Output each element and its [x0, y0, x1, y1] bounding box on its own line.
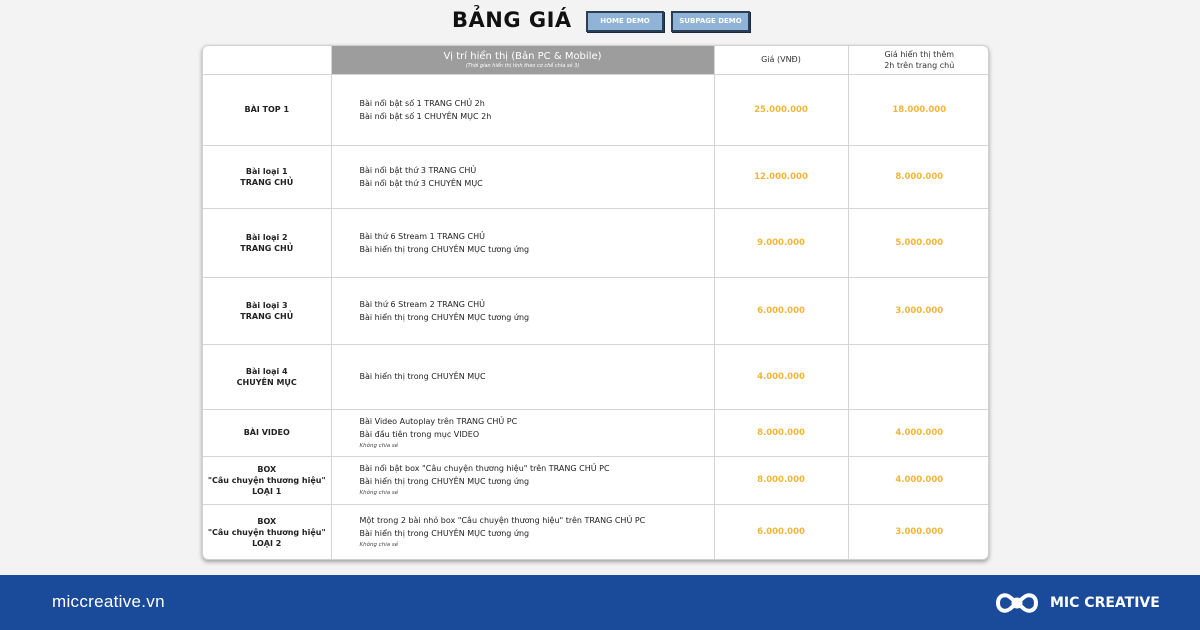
- row-category: [203, 208, 331, 277]
- table-row: [203, 277, 989, 344]
- row-extra-price: [848, 344, 989, 409]
- category-line: TRANG CHỦ: [240, 243, 294, 253]
- table-row: [203, 344, 989, 409]
- category-line: CHUYÊN MỤC: [236, 377, 297, 387]
- header-extra-line2: 2h trên trang chủ: [884, 60, 955, 70]
- footer-bar: [0, 575, 1200, 630]
- row-price: 6.000.000: [714, 504, 848, 560]
- header-price: [714, 46, 848, 74]
- description-note: Không chia sẻ: [359, 490, 399, 496]
- category-line: Bài loại 4: [245, 366, 288, 376]
- header-position-title: Vị trí hiển thị (Bản PC & Mobile): [443, 50, 602, 62]
- description-line: Bài hiển thị trong CHUYÊN MỤC tương ứng: [359, 529, 530, 539]
- row-price: 8.000.000: [714, 456, 848, 504]
- infinity-logo-icon: [992, 588, 1042, 618]
- row-description: [331, 409, 714, 456]
- header-position-note: (Thời gian hiển thị tính theo cơ chế chia sẻ 3): [465, 62, 580, 69]
- site-url[interactable]: miccreative.vn: [52, 592, 165, 611]
- description-line: Bài nổi bật số 1 TRANG CHỦ 2h: [359, 98, 485, 108]
- header-category: [203, 46, 331, 74]
- category-line: Bài loại 2: [245, 232, 288, 242]
- category-line: BOX: [257, 464, 277, 474]
- row-category: [203, 409, 331, 456]
- row-extra-price: 3.000.000: [848, 277, 989, 344]
- table-row: [203, 74, 989, 145]
- category-line: BÀI TOP 1: [244, 105, 290, 114]
- brand: [992, 587, 1160, 619]
- category-line: "Câu chuyện thương hiệu": [207, 527, 326, 537]
- row-extra-price: 18.000.000: [848, 74, 989, 145]
- description-line: Bài thứ 6 Stream 2 TRANG CHỦ: [359, 299, 486, 309]
- description-line: Bài đầu tiên trong mục VIDEO: [359, 429, 480, 439]
- row-price: 9.000.000: [714, 208, 848, 277]
- description-line: Một trong 2 bài nhỏ box "Câu chuyện thương hiệu" trên TRANG CHỦ PC: [359, 516, 646, 526]
- category-line: LOẠI 2: [252, 538, 282, 548]
- category-line: Bài loại 3: [245, 300, 288, 310]
- category-line: BOX: [257, 516, 277, 526]
- category-line: "Câu chuyện thương hiệu": [207, 475, 326, 485]
- row-extra-price: 5.000.000: [848, 208, 989, 277]
- row-category: [203, 504, 331, 560]
- row-price: 25.000.000: [714, 74, 848, 145]
- price-table: [202, 45, 989, 560]
- row-description: [331, 145, 714, 208]
- description-line: Bài Video Autoplay trên TRANG CHỦ PC: [359, 416, 518, 426]
- row-description: [331, 277, 714, 344]
- row-price: 6.000.000: [714, 277, 848, 344]
- row-extra-price: 3.000.000: [848, 504, 989, 560]
- subpage-demo-button[interactable]: SUBPAGE DEMO: [671, 11, 750, 32]
- brand-name: MIC CREATIVE: [1050, 595, 1160, 611]
- row-category: [203, 344, 331, 409]
- row-description: [331, 456, 714, 504]
- row-category: [203, 456, 331, 504]
- row-category: [203, 74, 331, 145]
- row-description: [331, 504, 714, 560]
- row-extra-price: 4.000.000: [848, 409, 989, 456]
- table-row: [203, 456, 989, 504]
- category-line: Bài loại 1: [245, 166, 288, 176]
- description-line: Bài nổi bật số 1 CHUYÊN MỤC 2h: [359, 111, 492, 121]
- table-row: [203, 208, 989, 277]
- table-header-row: [203, 46, 989, 74]
- row-description: [331, 344, 714, 409]
- description-line: Bài thứ 6 Stream 1 TRANG CHỦ: [359, 231, 486, 241]
- row-price: 4.000.000: [714, 344, 848, 409]
- row-category: [203, 145, 331, 208]
- row-description: [331, 74, 714, 145]
- table-row: [203, 409, 989, 456]
- row-price: 12.000.000: [714, 145, 848, 208]
- header-extra: [848, 46, 989, 74]
- category-line: TRANG CHỦ: [240, 177, 294, 187]
- title-row: [0, 8, 1200, 36]
- description-line: Bài hiển thị trong CHUYÊN MỤC tương ứng: [359, 244, 530, 254]
- row-category: [203, 277, 331, 344]
- table-row: [203, 145, 989, 208]
- description-line: Bài nổi bật box "Câu chuyện thương hiệu" trên TRANG CHỦ PC: [359, 464, 610, 473]
- row-extra-price: 8.000.000: [848, 145, 989, 208]
- row-description: [331, 208, 714, 277]
- description-line: Bài nổi bật thứ 3 TRANG CHỦ: [359, 165, 477, 175]
- description-note: Không chia sẻ: [359, 442, 399, 449]
- description-line: Bài hiển thị trong CHUYÊN MỤC tương ứng: [359, 477, 530, 486]
- page-title: BẢNG GIÁ: [452, 8, 572, 32]
- description-line: Bài nổi bật thứ 3 CHUYÊN MỤC: [359, 178, 483, 188]
- header-price-label: Giá (VNĐ): [761, 55, 801, 65]
- header-position: [331, 46, 714, 74]
- description-note: Không chia sẻ: [359, 542, 399, 549]
- table-row: [203, 504, 989, 560]
- header-extra-line1: Giá hiển thị thêm: [884, 49, 955, 59]
- category-line: BÀI VIDEO: [243, 428, 290, 437]
- row-extra-price: 4.000.000: [848, 456, 989, 504]
- description-line: Bài hiển thị trong CHUYÊN MỤC: [359, 372, 486, 381]
- home-demo-button[interactable]: HOME DEMO: [586, 11, 664, 32]
- description-line: Bài hiển thị trong CHUYÊN MỤC tương ứng: [359, 312, 530, 322]
- category-line: LOẠI 1: [252, 486, 282, 496]
- row-price: 8.000.000: [714, 409, 848, 456]
- category-line: TRANG CHỦ: [240, 311, 294, 321]
